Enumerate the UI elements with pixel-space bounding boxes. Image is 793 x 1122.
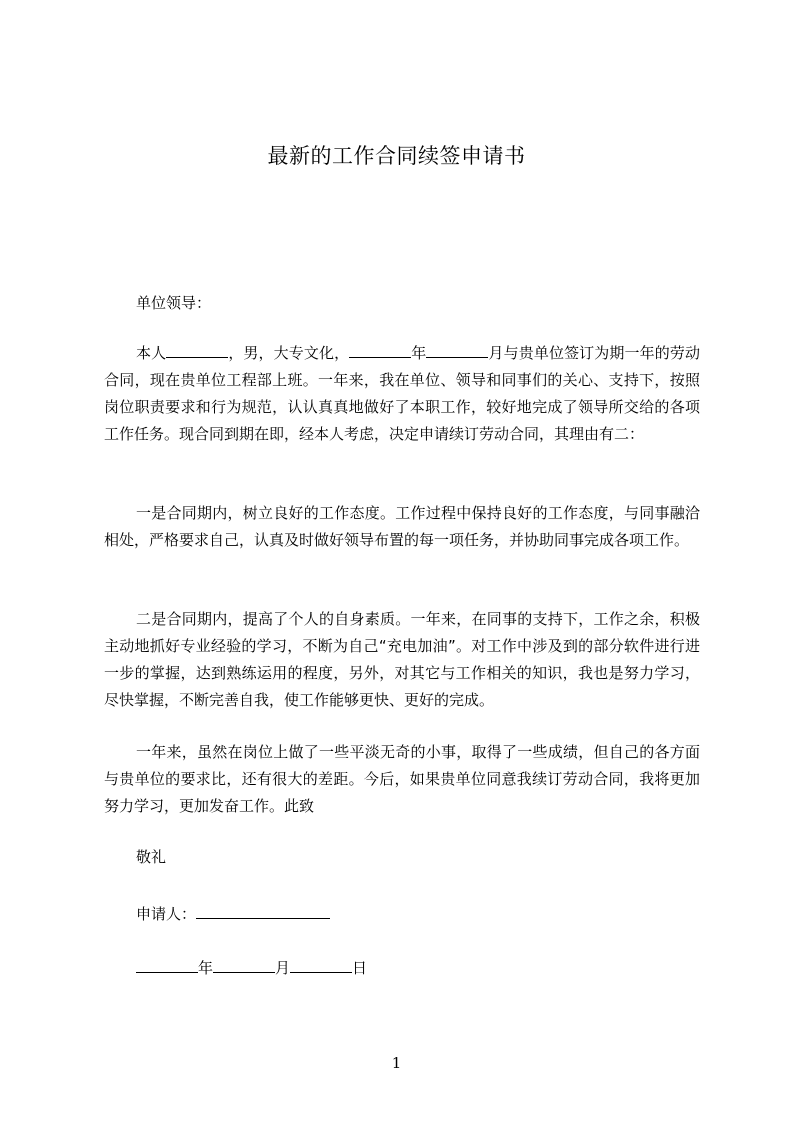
date-month-label: 月 <box>275 959 291 977</box>
date-line <box>104 955 700 982</box>
applicant-blank <box>196 903 330 919</box>
page-number: 1 <box>391 1054 402 1072</box>
date-year-blank <box>136 957 198 973</box>
document-title: 最新的工作合同续签申请书 <box>267 144 526 168</box>
date-day-label: 日 <box>352 959 368 977</box>
date-year-label: 年 <box>198 959 214 977</box>
paragraph-2: 一是合同期内，树立良好的工作态度。工作过程中保持良好的工作态度，与同事融洽相处，严格要求自己，认真及时做好领导布置的每一项任务，并协助同事完成各项工作。 <box>104 504 700 549</box>
p1-text-body: 月与贵单位签订为期一年的劳动合同，现在贵单位工程部上班。一年来，我在单位、领导和同事们的关心、支持下，按照岗位职责要求和行为规范，认认真真地做好了本职工作，较好地完成了领导所交给的各项工作任务。现合同到期在即，经本人考虑，决定申请续订劳动合同，其理由有二： <box>104 344 700 443</box>
applicant-line <box>104 901 700 928</box>
p1-text-year: 年 <box>411 344 427 362</box>
name-blank <box>166 342 228 358</box>
p1-text-name-prefix: 本人 <box>136 344 167 362</box>
paragraph-4: 一年来，虽然在岗位上做了一些平淡无奇的小事，取得了一些成绩，但自己的各方面与贵单位的要求比，还有很大的差距。今后，如果贵单位同意我续订劳动合同，我将更加努力学习，更加发奋工作。此致 <box>104 743 700 815</box>
date-day-blank <box>290 957 352 973</box>
year-blank <box>349 342 411 358</box>
p1-text-gender-education: ，男，大专文化， <box>228 344 350 362</box>
month-blank <box>426 342 488 358</box>
date-month-blank <box>213 957 275 973</box>
paragraph-3: 二是合同期内，提高了个人的自身素质。一年来，在同事的支持下，工作之余，积极主动地抓好专业经验的学习，不断为自己“充电加油”。对工作中涉及到的部分软件进行进一步的掌握，达到熟练运用的程度，另外，对其它与工作相关的知识，我也是努力学习，尽快掌握，不断完善自我，使工作能够更快、更好的完成。 <box>104 610 700 709</box>
salutation: 单位领导： <box>136 294 212 312</box>
paragraph-1 <box>104 340 700 448</box>
closing: 敬礼 <box>136 848 167 866</box>
applicant-label: 申请人： <box>136 905 197 923</box>
